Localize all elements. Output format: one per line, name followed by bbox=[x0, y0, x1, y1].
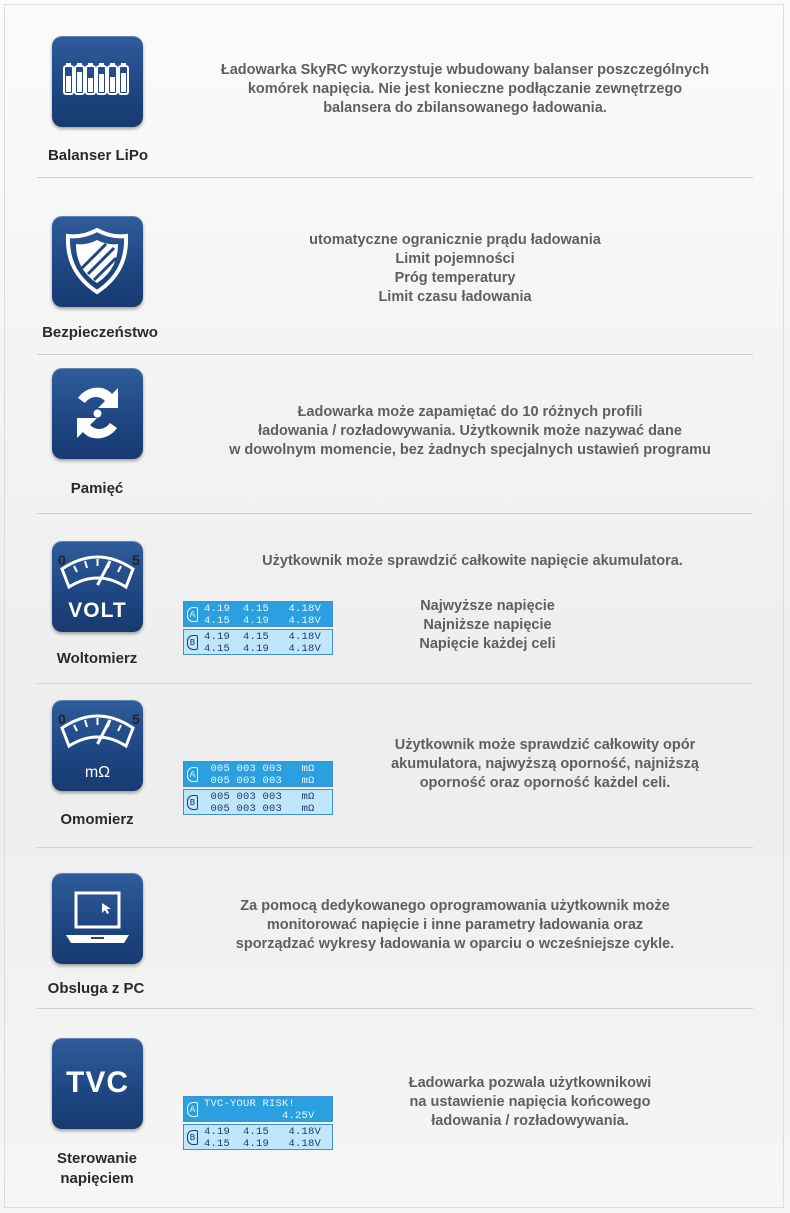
laptop-icon bbox=[52, 873, 143, 964]
lcd-row: 005 003 003 mΩ bbox=[204, 763, 315, 775]
lcd-badge-a: A bbox=[187, 1102, 198, 1117]
divider bbox=[37, 354, 753, 355]
lcd-display bbox=[183, 601, 333, 655]
lcd-row: 4.15 4.19 4.18V bbox=[204, 615, 322, 627]
feature-description-list: Najwyższe napięcie Najniższe napięcie Napięcie każdej celi bbox=[419, 598, 556, 652]
divider bbox=[37, 683, 753, 684]
divider bbox=[37, 513, 753, 514]
dial-min: 0 bbox=[58, 711, 66, 727]
lcd-row: 005 003 003 mΩ bbox=[204, 775, 315, 787]
battery-cells-icon bbox=[52, 36, 143, 127]
lcd-row: 4.19 4.15 4.18V bbox=[204, 1126, 322, 1138]
dial-max: 5 bbox=[132, 711, 140, 727]
lcd-badge-a: A bbox=[187, 767, 198, 782]
lcd-channel-b bbox=[183, 789, 333, 815]
lcd-badge-b: B bbox=[187, 635, 198, 650]
lcd-channel-b bbox=[183, 1124, 333, 1150]
divider bbox=[37, 177, 753, 178]
divider bbox=[37, 847, 753, 848]
dial-max: 5 bbox=[132, 552, 140, 568]
lcd-row: 005 003 003 mΩ bbox=[204, 803, 315, 815]
feature-label: Obsluga z PC bbox=[47, 980, 145, 997]
feature-description: utomatyczne ogranicznie prądu ładowania Limit pojemności Próg temperatury Limit czasu ładowania bbox=[309, 232, 601, 305]
feature-description: Użytkownik może sprawdzić całkowity opór akumulatora, najwyższą oporność, najniższą oporność oraz oporność każdel celi. bbox=[391, 737, 699, 791]
feature-label: Woltomierz bbox=[56, 650, 138, 667]
lcd-channel-a bbox=[183, 601, 333, 627]
lcd-display bbox=[183, 1096, 333, 1150]
divider bbox=[37, 1008, 753, 1009]
lcd-display bbox=[183, 761, 333, 815]
lcd-channel-b bbox=[183, 629, 333, 655]
lcd-badge-b: B bbox=[187, 1130, 198, 1145]
feature-label: Pamięć bbox=[70, 480, 124, 497]
lcd-row: 4.19 4.15 4.18V bbox=[204, 631, 322, 643]
lcd-badge-b: B bbox=[187, 795, 198, 810]
feature-description: Ładowarka SkyRC wykorzystuje wbudowany balanser poszczególnych komórek napięcia. Nie jest konieczne podłączanie zewnętrzego balansera do zbilansowanego ładowania. bbox=[220, 62, 710, 116]
dial-min: 0 bbox=[58, 552, 66, 568]
lcd-row: TVC-YOUR RISK! bbox=[204, 1098, 296, 1110]
lcd-badge-a: A bbox=[187, 607, 198, 622]
volt-text: VOLT bbox=[68, 599, 127, 622]
lcd-row: 4.19 4.15 4.18V bbox=[204, 603, 322, 615]
lcd-row: 005 003 003 mΩ bbox=[204, 791, 315, 803]
lcd-channel-a bbox=[183, 1096, 333, 1122]
tvc-text: TVC bbox=[66, 1066, 129, 1099]
lcd-row: 4.15 4.19 4.18V bbox=[204, 1138, 322, 1150]
lcd-row: 4.25V bbox=[204, 1110, 315, 1122]
memory-arrows-icon bbox=[52, 368, 143, 459]
feature-label: Omomierz bbox=[60, 811, 134, 828]
feature-label: Balanser LiPo bbox=[47, 147, 149, 164]
feature-description: Ładowarka może zapamiętać do 10 różnych profili ładowania / rozładowywania. Użytkownik może nazywać dane w dowolnym momencie, bez żadnych specjalnych ustawień programu bbox=[229, 404, 711, 458]
feature-description: Za pomocą dedykowanego oprogramowania użytkownik może monitorować napięcie i inne parametry ładowania oraz sporządzać wykresy ładowania w oparciu o wcześniejsze cykle. bbox=[235, 898, 675, 952]
feature-label: Sterowanie napięciem bbox=[56, 1150, 138, 1187]
feature-label: Bezpieczeństwo bbox=[42, 324, 158, 341]
feature-description: Ładowarka pozwala użytkownikowi na ustawienie napięcia końcowego ładowania / rozładowywania. bbox=[408, 1075, 652, 1129]
shield-icon bbox=[52, 216, 143, 307]
tvc-icon bbox=[52, 1038, 143, 1129]
lcd-channel-a bbox=[183, 761, 333, 787]
feature-description: Użytkownik może sprawdzić całkowite napięcie akumulatora. bbox=[262, 553, 683, 569]
ohm-text: mΩ bbox=[84, 764, 111, 781]
lcd-row: 4.15 4.19 4.18V bbox=[204, 643, 322, 655]
